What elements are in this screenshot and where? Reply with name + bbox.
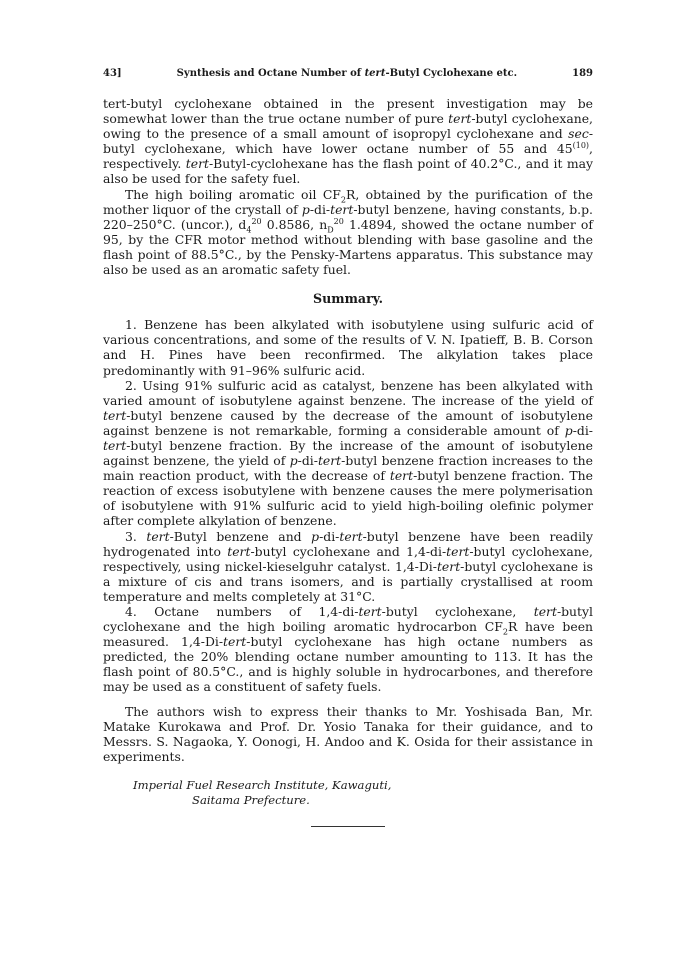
italic-text: tert xyxy=(358,604,382,619)
italic-text: tert xyxy=(223,634,247,650)
reference-marker: (10) xyxy=(572,141,590,151)
text: -butyl cyclohexane and 1,4-di- xyxy=(250,543,447,559)
summary-item-4 xyxy=(103,604,593,695)
italic-text: tert xyxy=(446,543,470,559)
subscript: 4 xyxy=(246,225,252,235)
running-title-part: -Butyl Cyclohexane etc. xyxy=(385,68,518,79)
running-title-part: Synthesis and Octane Number of xyxy=(176,68,365,79)
affiliation-line-1: Imperial Fuel Research Institute, Kawaguti, xyxy=(133,777,392,792)
italic-text: tert xyxy=(330,201,354,217)
summary-item-1 xyxy=(103,317,593,377)
page-number: 189 xyxy=(572,68,593,79)
spacer xyxy=(103,695,593,704)
italic-text: p xyxy=(289,453,298,469)
subscript: 2 xyxy=(340,195,346,205)
text: -butyl benzene have been readily hydrogenated into xyxy=(103,528,593,559)
text: -butyl benzene caused by the decrease of the amount of isobutylene against benzene is not remarkable, forming a considerable amount of xyxy=(103,407,593,438)
italic-text: tert xyxy=(185,156,209,172)
text: tert-butyl cyclohexane obtained in the present investigation may be somewhat lower than the true octane number of pure xyxy=(103,96,593,127)
summary-heading: Summary. xyxy=(313,291,383,307)
text: 4. Octane numbers of 1,4-di- xyxy=(125,604,359,619)
text: -butyl cyclohexane and the high boiling aromatic hydrocarbon CF xyxy=(103,604,593,635)
text: -Butyl benzene and xyxy=(169,528,312,544)
superscript: 20 xyxy=(251,216,262,226)
text: -butyl cyclohexane, respectively, using nickel-kieselguhr catalyst. 1,4-Di- xyxy=(103,543,593,574)
text: 0.8586, n xyxy=(261,216,328,232)
text: -butyl cyclohexane, owing to the presence of a small amount of isopropyl cyclohexane and xyxy=(103,111,593,142)
affiliation xyxy=(133,778,593,808)
text: The high boiling aromatic oil CF xyxy=(125,186,341,202)
italic-text: tert xyxy=(389,468,414,484)
italic-text: tert xyxy=(103,437,127,453)
paragraph-continuation xyxy=(103,96,593,187)
running-header xyxy=(103,68,593,79)
header-page-label: 43] xyxy=(103,68,122,79)
article-body xyxy=(103,96,593,827)
text: -butyl benzene, having constants, b.p. 220–250°C. (uncor.), d xyxy=(103,201,593,232)
text: -butyl benzene fraction increases to the main reaction product, with the decrease of xyxy=(103,453,593,484)
text: -butyl cyclohexane has high octane numbers as predicted, the 20% blending octane number amounting to 113. It has the flash point of 80.5°C., and is highly soluble in hydrocarbones, and therefore may be used as a constituent of safety fuels. xyxy=(103,634,593,695)
subscript: D xyxy=(327,225,334,235)
text: 1.4894, showed the octane number of 95, by the CFR motor method without blending with base gasoline and the flash point of 88.5°C., by the Pensky-Martens apparatus. This substance may also be used as an aromatic safety fuel. xyxy=(103,216,593,278)
paragraph-aromatic-oil xyxy=(103,187,593,278)
italic-text: p xyxy=(564,422,573,438)
text: -butyl benzene fraction. The reaction of excess isobutylene with benzene causes the mere polymerisation of isobutylene with 91% sulfuric acid to yield high-boiling olefinic polymer after complete alkylation of benzene. xyxy=(103,468,593,529)
italic-text: tert xyxy=(227,543,251,559)
italic-text: p xyxy=(311,528,320,544)
text: 3. xyxy=(125,528,147,544)
text: -di- xyxy=(297,453,318,469)
affiliation-line-2: Saitama Prefecture. xyxy=(192,792,310,807)
text: -butyl cyclohexane is a mixture of cis and trans isomers, and is partially crystallised at room temperature and melts completely at 31°C. xyxy=(103,558,593,604)
text: -butyl cyclohexane, xyxy=(381,604,534,619)
text: , respectively. xyxy=(103,141,593,172)
text: -di- xyxy=(319,528,340,544)
italic-text: tert xyxy=(436,558,461,574)
summary-item-3 xyxy=(103,529,593,604)
acknowledgement: The authors wish to express their thanks to Mr. Yoshisada Ban, Mr. Matake Kurokawa and Prof. Dr. Yosio Tanaka for their guidance, and to Messrs. S. Nagaoka, Y. Oonogi, H. Andoo and K. Osida for their assistance in experiments. xyxy=(103,703,593,764)
italic-text: tert xyxy=(317,453,342,469)
subscript: 2 xyxy=(502,627,508,637)
italic-text: tert xyxy=(103,407,127,423)
text: 1. Benzene has been alkylated with isobutylene using sulfuric acid of various concentrations, and some of the results of V. N. Ipatieff, B. B. Corson and H. Pines have been reconfirmed. The alkylation takes place predominantly with 91–96% sulfuric acid. xyxy=(103,317,593,378)
text: -Butyl-cyclohexane has the flash point of 40.2°C., and it may also be used for the safety fuel. xyxy=(103,156,593,187)
italic-text: tert xyxy=(448,111,472,127)
italic-text: sec xyxy=(568,126,589,142)
italic-text: p xyxy=(301,201,310,217)
text: -di- xyxy=(572,422,593,438)
running-title xyxy=(177,68,517,79)
text: -butyl benzene fraction. By the increase of the amount of isobutylene against benzene, the yield of xyxy=(103,437,593,469)
text: -di- xyxy=(309,201,331,217)
end-rule xyxy=(311,826,385,827)
text: R have been measured. 1,4-Di- xyxy=(103,619,594,650)
italic-text: tert xyxy=(146,528,170,544)
text: -butyl cyclohexane, which have lower octane number of 55 and 45 xyxy=(103,126,593,157)
summary-item-2 xyxy=(103,378,593,529)
superscript: 20 xyxy=(333,216,344,226)
italic-text: tert xyxy=(533,604,557,619)
italic-text: tert xyxy=(339,528,363,544)
text: R, obtained by the purification of the mother liquor of the crystall of xyxy=(103,186,593,217)
text: 2. Using 91% sulfuric acid as catalyst, benzene has been alkylated with varied amount of isobutylene against benzene. The increase of the yield of xyxy=(103,377,593,408)
running-title-italic: tert xyxy=(364,68,386,79)
